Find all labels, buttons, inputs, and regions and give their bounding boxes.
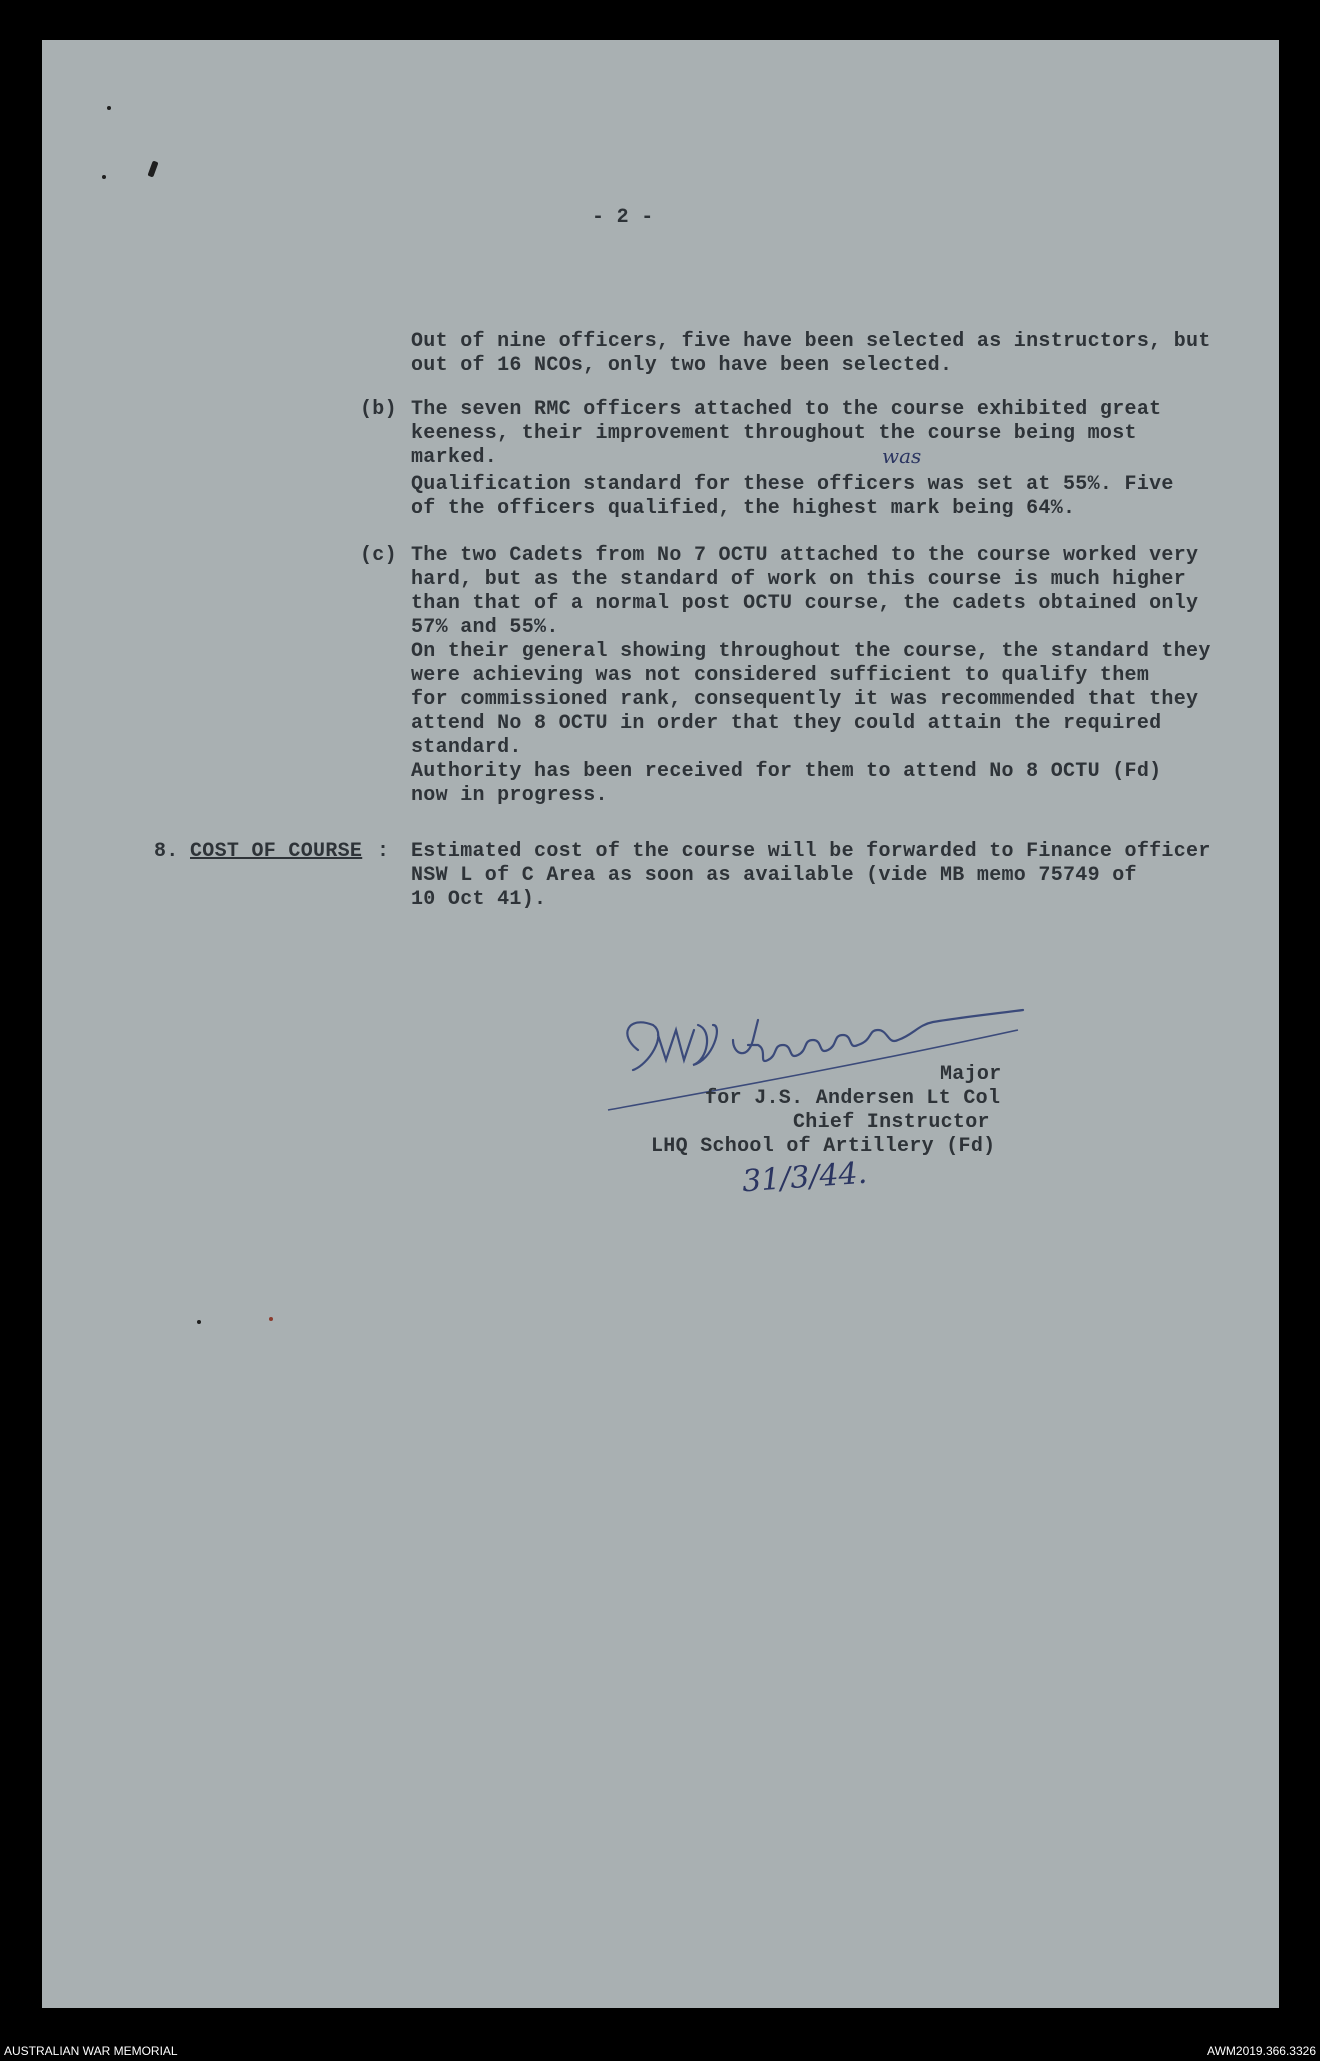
para-c-line: hard, but as the standard of work on this course is much higher xyxy=(411,568,1187,591)
section-8-line: Estimated cost of the course will be forwarded to Finance officer xyxy=(411,840,1211,863)
para-b-label: (b) xyxy=(360,398,397,421)
handwritten-insert: was xyxy=(882,444,922,468)
page-number: - 2 - xyxy=(592,206,654,229)
para-c-line: Authority has been received for them to attend No 8 OCTU (Fd) xyxy=(411,760,1162,783)
para-c-line: for commissioned rank, consequently it was recommended that they xyxy=(411,688,1199,711)
section-8-number: 8. xyxy=(154,840,179,863)
ink-speck xyxy=(147,160,158,177)
para-c-line: standard. xyxy=(411,736,522,759)
signature-title: Chief Instructor xyxy=(793,1111,990,1134)
section-8-line: 10 Oct 41). xyxy=(411,888,547,911)
footer-credit: AUSTRALIAN WAR MEMORIAL xyxy=(4,2044,178,2058)
section-8-heading: COST OF COURSE xyxy=(190,840,363,863)
ink-speck xyxy=(269,1317,273,1321)
para-c-line: 57% and 55%. xyxy=(411,616,559,639)
para-c-line: The two Cadets from No 7 OCTU attached to the course worked very xyxy=(411,544,1199,567)
para-b-line: The seven RMC officers attached to the course exhibited great xyxy=(411,398,1162,421)
para-b-line: marked. xyxy=(411,446,498,469)
para-b-line: Qualification standard for these officers was set at 55%. Five xyxy=(411,473,1174,496)
signature-for-line: for J.S. Andersen Lt Col xyxy=(705,1087,1001,1110)
handwritten-date: 31/3/44. xyxy=(740,1155,869,1200)
ink-speck xyxy=(107,106,111,110)
ink-speck xyxy=(102,175,106,179)
signature-unit: LHQ School of Artillery (Fd) xyxy=(651,1135,996,1158)
para-c-line: now in progress. xyxy=(411,784,608,807)
para-c-label: (c) xyxy=(360,544,397,567)
para-b-line: keeness, their improvement throughout the course being most xyxy=(411,422,1137,445)
signature-rank: Major xyxy=(940,1063,1002,1086)
section-8-colon: : xyxy=(377,840,390,863)
para-c-line: On their general showing throughout the course, the standard they xyxy=(411,640,1211,663)
document-page xyxy=(42,40,1279,2008)
ink-speck xyxy=(197,1320,201,1324)
section-8-line: NSW L of C Area as soon as available (vide MB memo 75749 of xyxy=(411,864,1137,887)
para-c-line: were achieving was not considered sufficient to qualify them xyxy=(411,664,1150,687)
para-c-line: than that of a normal post OCTU course, the cadets obtained only xyxy=(411,592,1199,615)
para-b-line: of the officers qualified, the highest mark being 64%. xyxy=(411,497,1076,520)
para-a-line: out of 16 NCOs, only two have been selected. xyxy=(411,354,953,377)
footer-catalogue-id: AWM2019.366.3326 xyxy=(1207,2044,1316,2058)
para-a-line: Out of nine officers, five have been selected as instructors, but xyxy=(411,330,1211,353)
para-c-line: attend No 8 OCTU in order that they could attain the required xyxy=(411,712,1162,735)
